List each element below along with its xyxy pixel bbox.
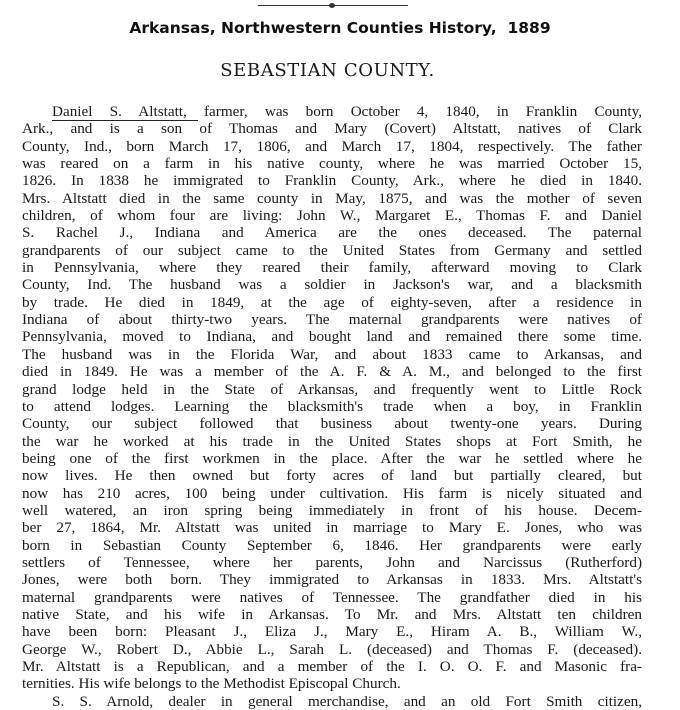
text-line: settlers of Tennessee, where her parents, John and Narcissus (Rutherford) bbox=[22, 553, 642, 571]
text-line: being one of the first workmen in the place. After the war he settled where he bbox=[22, 449, 642, 467]
text-line: County, Ind. The husband was a soldier in Jackson's war, and a blacksmith bbox=[22, 276, 642, 294]
text-line: Mr. Altstatt is a Republican, and a member of the I. O. O. F. and Masonic fra- bbox=[22, 658, 642, 675]
text-line: well watered, an iron spring being immediately in front of his house. Decem- bbox=[22, 501, 642, 519]
text-line: was reared on a farm in his native county, where he was married October 15, bbox=[22, 155, 642, 173]
text-line: in Pennsylvania, where they reared their family, afterward moving to Clark bbox=[22, 259, 642, 277]
text-line: ternities. His wife belongs to the Methodist Episcopal Church. bbox=[22, 675, 401, 693]
text-line: grandparents of our subject came to the United States from Germany and settled bbox=[22, 241, 642, 259]
text-line: now lives. He then owned but forty acres of land but partially cleared, but bbox=[22, 467, 642, 485]
text-line: Indiana of about thirty-two years. The maternal grandparents were natives of bbox=[22, 311, 642, 329]
text-line-cut-off: S. S. Arnold, dealer in general merchandise, and an old Fort Smith citizen, bbox=[52, 692, 642, 710]
text-line: native State, and his wife in Arkansas. To Mr. and Mrs. Altstatt ten children bbox=[22, 605, 642, 623]
county-title: SEBASTIAN COUNTY. bbox=[220, 60, 435, 81]
text-line: Jones, were both born. They immigrated to Arkansas in 1833. Mrs. Altstatt's bbox=[22, 571, 642, 589]
text-line: 1826. In 1838 he immigrated to Franklin County, Ark., where he died in 1840. bbox=[22, 172, 642, 190]
text-line: Daniel S. Altstatt, farmer, was born October 4, 1840, in Franklin County, bbox=[52, 103, 642, 120]
header-ornament bbox=[258, 4, 408, 8]
text-line: The husband was in the Florida War, and about 1833 came to Arkansas, and bbox=[22, 345, 642, 363]
text-line: Pennsylvania, moved to Indiana, and bought land and remained there some time. bbox=[22, 328, 642, 346]
text-line: have been born: Pleasant J., Eliza J., Mary E., Hiram A. B., William W., bbox=[22, 623, 642, 641]
text-line: Mrs. Altstatt died in the same county in May, 1875, and was the mother of seven bbox=[22, 189, 642, 207]
text-line: S. Rachel J., Indiana and America are the ones deceased. The paternal bbox=[22, 224, 642, 242]
document-header: Arkansas, Northwestern Counties History, 1889 bbox=[129, 19, 551, 37]
text-line: born in Sebastian County September 6, 1846. Her grandparents were early bbox=[22, 536, 642, 554]
text-line: Ark., and is a son of Thomas and Mary (Covert) Altstatt, natives of Clark bbox=[22, 120, 642, 138]
biography-text bbox=[22, 103, 642, 710]
text-line: to attend lodges. Learning the blacksmith's trade when a boy, in Franklin bbox=[22, 397, 642, 415]
text-line: children, of whom four are living: John W., Margaret E., Thomas F. and Daniel bbox=[22, 207, 642, 225]
text-line: ber 27, 1864, Mr. Altstatt was united in marriage to Mary E. Jones, who was bbox=[22, 519, 642, 537]
text-line: by trade. He died in 1849, at the age of eighty-seven, after a residence in bbox=[22, 293, 642, 311]
text-line: maternal grandparents were natives of Tennessee. The grandfather died in his bbox=[22, 588, 642, 606]
text-line: County, our subject followed that business about twenty-one years. During bbox=[22, 415, 642, 433]
ornament-dot bbox=[329, 3, 335, 8]
text-line: County, Ind., born March 17, 1806, and March 17, 1804, respectively. The father bbox=[22, 137, 642, 155]
text-line: the war he worked at his trade in the United States shops at Fort Smith, he bbox=[22, 432, 642, 450]
text-line: George W., Robert D., Abbie L., Sarah L. (deceased) and Thomas F. (deceased). bbox=[22, 640, 642, 658]
text-line: died in 1849. He was a member of the A. F. & A. M., and belonged to the first bbox=[22, 363, 642, 381]
text-line: grand lodge held in the State of Arkansas, and frequently went to Little Rock bbox=[22, 380, 642, 398]
text-line: now has 210 acres, 100 being under cultivation. His farm is nicely situated and bbox=[22, 484, 642, 502]
